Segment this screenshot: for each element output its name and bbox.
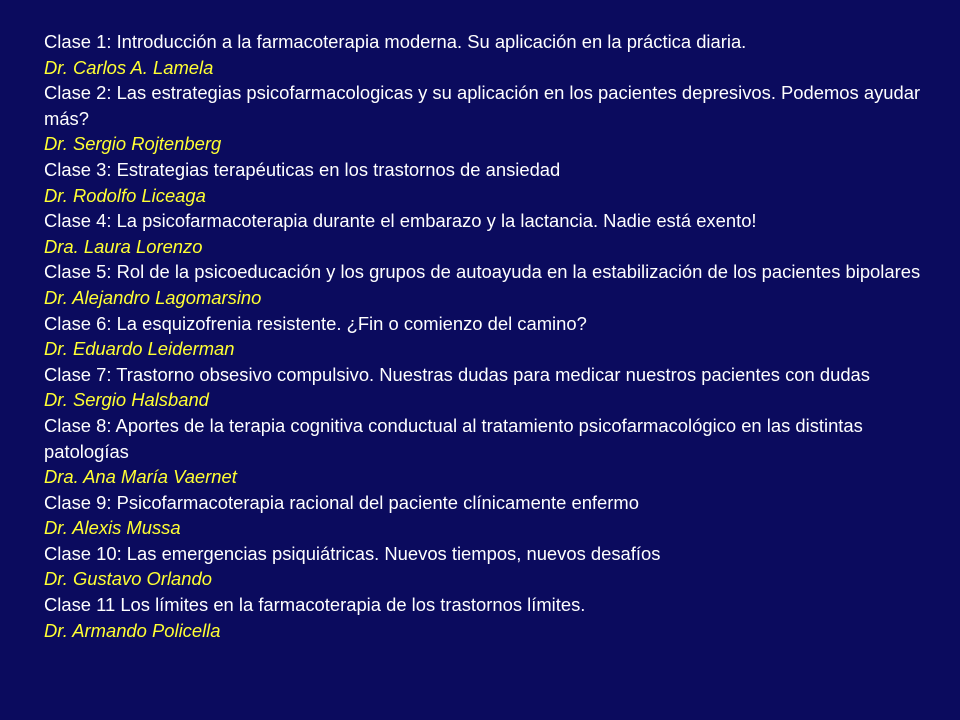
class-speaker: Dr. Eduardo Leiderman xyxy=(44,338,235,360)
class-entry-10 xyxy=(44,541,944,592)
class-title: Clase 11 Los límites en la farmacoterapia de los trastornos límites. xyxy=(44,594,586,616)
class-entry-7 xyxy=(44,362,944,413)
class-speaker: Dr. Rodolfo Liceaga xyxy=(44,184,206,206)
class-title: Clase 4: La psicofarmacoterapia durante el embarazo y la lactancia. Nadie está exento! xyxy=(44,210,757,232)
class-speaker: Dr. Sergio Halsband xyxy=(44,389,209,411)
class-title: Clase 5: Rol de la psicoeducación y los grupos de autoayuda en la estabilización de los pacientes bipolares xyxy=(44,261,921,283)
class-entry-1 xyxy=(44,29,944,80)
class-entry-8 xyxy=(44,413,944,490)
class-entry-2 xyxy=(44,80,944,157)
class-speaker: Dr. Armando Policella xyxy=(44,619,221,641)
class-title: Clase 7: Trastorno obsesivo compulsivo. Nuestras dudas para medicar nuestros pacientes con dudas xyxy=(44,363,870,385)
class-speaker: Dr. Sergio Rojtenberg xyxy=(44,133,222,155)
class-speaker: Dr. Alexis Mussa xyxy=(44,517,181,539)
class-title: Clase 2: Las estrategias psicofarmacologicas y su aplicación en los pacientes depresivos. Podemos ayudar más? xyxy=(44,82,921,129)
class-title: Clase 1: Introducción a la farmacoterapia moderna. Su aplicación en la práctica diaria. xyxy=(44,31,747,52)
class-speaker: Dra. Ana María Vaernet xyxy=(44,466,237,488)
class-speaker: Dr. Carlos A. Lamela xyxy=(44,56,214,78)
class-title: Clase 6: La esquizofrenia resistente. ¿Fin o comienzo del camino? xyxy=(44,312,587,334)
class-speaker: Dr. Alejandro Lagomarsino xyxy=(44,286,262,308)
class-title: Clase 9: Psicofarmacoterapia racional del paciente clínicamente enfermo xyxy=(44,491,639,513)
class-entry-6 xyxy=(44,311,944,362)
class-title: Clase 8: Aportes de la terapia cognitiva conductual al tratamiento psicofarmacológico en las distintas patologías xyxy=(44,414,863,462)
class-title: Clase 3: Estrategias terapéuticas en los trastornos de ansiedad xyxy=(44,158,561,180)
class-entry-4 xyxy=(44,208,944,259)
class-entry-9 xyxy=(44,490,944,541)
class-entry-5 xyxy=(44,259,944,310)
class-entry-11 xyxy=(44,592,944,643)
class-speaker: Dr. Gustavo Orlando xyxy=(44,568,212,590)
class-speaker: Dra. Laura Lorenzo xyxy=(44,235,203,257)
class-schedule-slide xyxy=(44,29,944,643)
class-title: Clase 10: Las emergencias psiquiátricas. Nuevos tiempos, nuevos desafíos xyxy=(44,542,661,564)
class-entry-3 xyxy=(44,157,944,208)
